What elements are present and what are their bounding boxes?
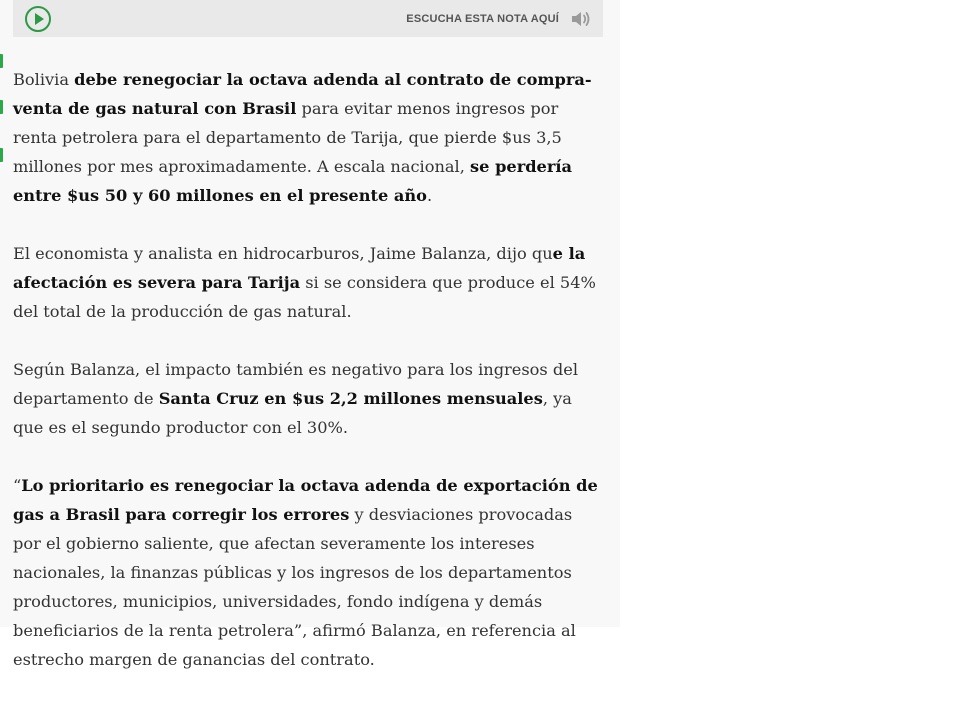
listen-label[interactable]: ESCUCHA ESTA NOTA AQUÍ [406, 12, 559, 25]
text-run: El economista y analista en hidrocarburos, Jaime Balanza, dijo qu [13, 244, 553, 263]
article-paragraph [13, 471, 605, 674]
text-run: Según Balanza, el impacto también es negativo para los ingresos del departamento de [13, 360, 578, 408]
play-triangle [35, 13, 44, 25]
text-run: . [426, 186, 433, 205]
text-run: para evitar menos ingresos por renta petrolera para el departamento de Tarija, que pierde $us 3,5 millones por mes aproximadamente. A escala nacional, [13, 99, 562, 176]
article-paragraph [13, 355, 605, 442]
left-edge-marker [0, 148, 7, 162]
article-paragraph [13, 65, 605, 210]
bold-run: e la afectación es severa para Tarija [13, 244, 586, 292]
audio-player-bar [13, 0, 603, 37]
text-run: , ya que es el segundo productor con el 30%. [13, 389, 572, 437]
left-edge-marker [0, 54, 7, 68]
speaker-icon[interactable] [571, 10, 591, 28]
bold-run: Santa Cruz en $us 2,2 millones mensuales [158, 389, 543, 408]
bold-run: debe renegociar la octava adenda al contrato de compra- venta de gas natural con Brasil [13, 70, 592, 118]
left-edge-marker [0, 100, 7, 114]
audio-player-right [406, 10, 591, 28]
bold-run: se perdería entre $us 50 y 60 millones en el presente año [13, 157, 573, 205]
text-run: “ [13, 476, 22, 495]
article-paragraph [13, 239, 605, 326]
article-body [13, 65, 605, 703]
bold-run: Lo prioritario es renegociar la octava adenda de exportación de gas a Brasil para corregir los errores [13, 476, 598, 524]
text-run: si se considera que produce el 54% del total de la producción de gas natural. [13, 273, 596, 321]
text-run: Bolivia [13, 70, 75, 89]
text-run: y desviaciones provocadas por el gobierno saliente, que afectan severamente los intereses nacionales, la finanzas públicas y los ingresos de los departamentos productores, municipios, universidades, fondo indígena y demás beneficiarios de la renta petrolera”, afirmó Balanza, en referencia al estrecho margen de ganancias del contrato. [13, 505, 576, 669]
play-circle-icon[interactable] [25, 6, 51, 32]
